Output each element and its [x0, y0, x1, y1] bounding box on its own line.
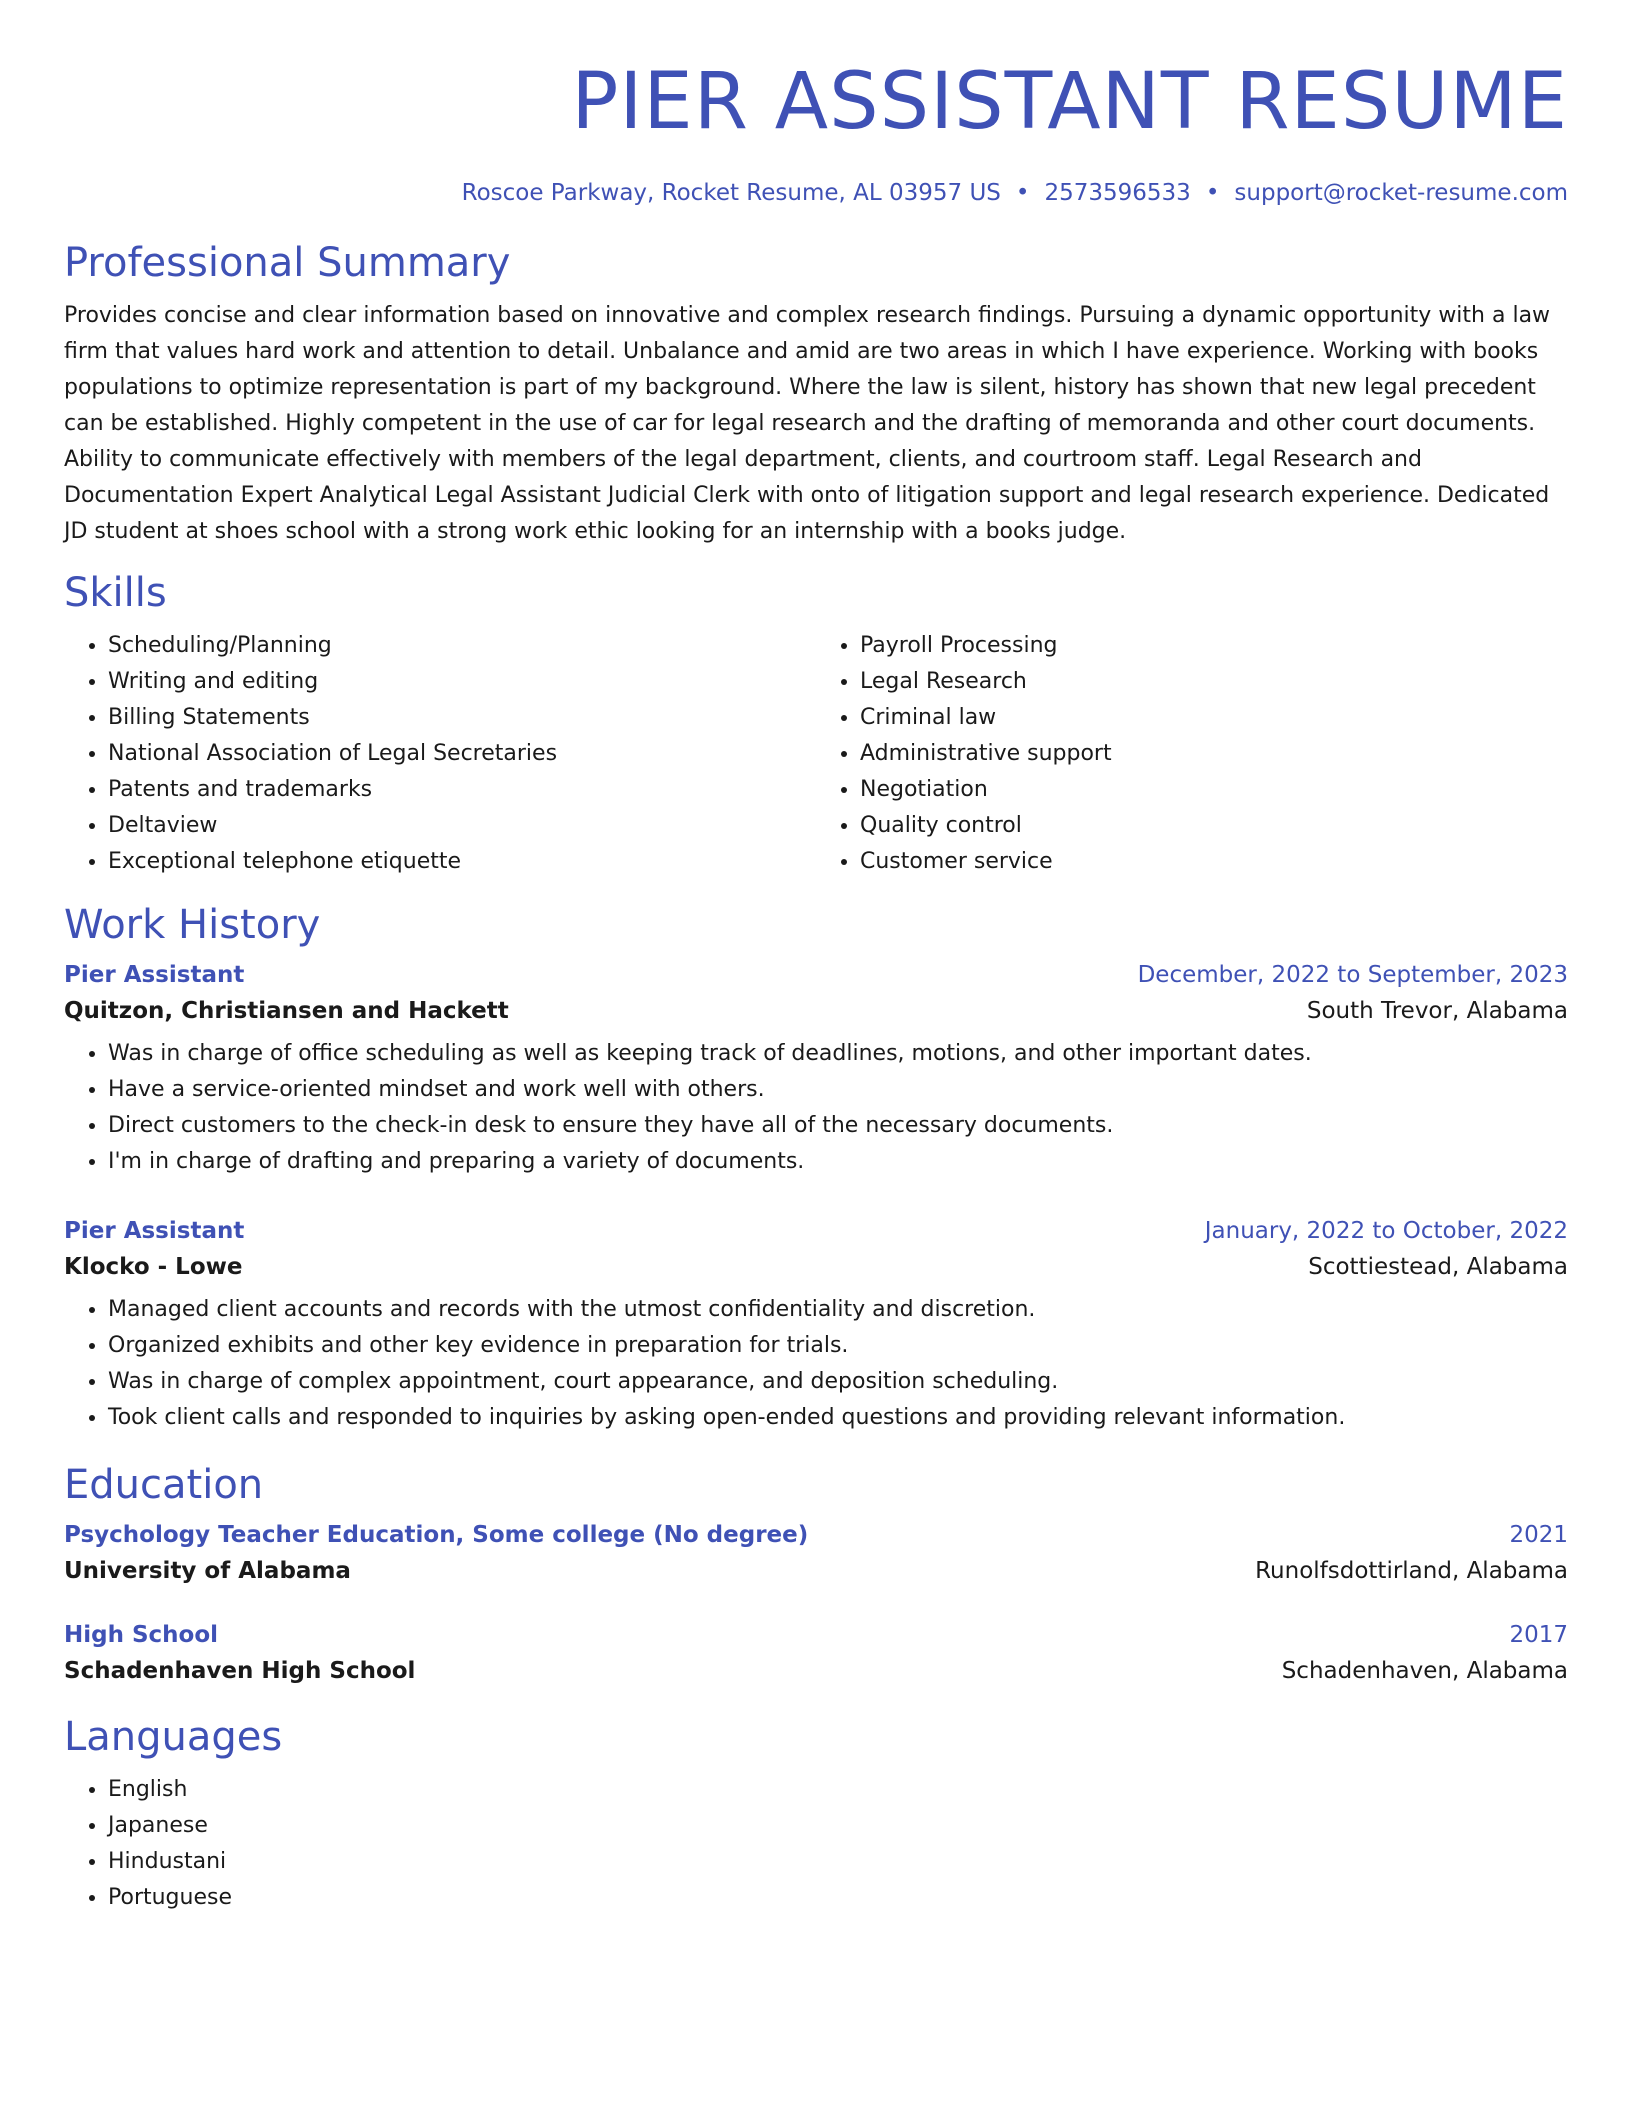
skill-item: • Patents and trademarks	[108, 772, 816, 808]
skills-list-right	[816, 628, 1568, 880]
job-bullet: • Was in charge of office scheduling as well as keeping track of deadlines, motions, and other important dates.	[108, 1036, 1568, 1072]
education-year: 2021	[1509, 1522, 1568, 1548]
job-entry	[64, 962, 1568, 1180]
contact-separator: •	[1015, 180, 1030, 206]
language-item: • Japanese	[108, 1808, 1568, 1844]
skill-item: • Customer service	[860, 844, 1568, 880]
education-year: 2017	[1509, 1622, 1568, 1648]
education-location: Runolfsdottirland, Alabama	[1255, 1558, 1568, 1584]
language-item: • English	[108, 1772, 1568, 1808]
job-bullet: • Organized exhibits and other key evidence in preparation for trials.	[108, 1328, 1568, 1364]
skill-item: • Payroll Processing	[860, 628, 1568, 664]
education-degree: Psychology Teacher Education, Some college (No degree)	[64, 1522, 809, 1548]
skills-heading: Skills	[64, 570, 167, 616]
summary-heading: Professional Summary	[64, 240, 511, 286]
job-dates: January, 2022 to October, 2022	[1204, 1218, 1568, 1244]
language-item: • Portuguese	[108, 1880, 1568, 1916]
job-entry	[64, 1218, 1568, 1436]
education-school: Schadenhaven High School	[64, 1658, 416, 1684]
job-bullets	[64, 1036, 1568, 1180]
job-location: Scottiestead, Alabama	[1308, 1254, 1568, 1280]
job-bullet: • Managed client accounts and records with the utmost confidentiality and discretion.	[108, 1292, 1568, 1328]
education-location: Schadenhaven, Alabama	[1281, 1658, 1568, 1684]
languages-list	[64, 1772, 1568, 1916]
contact-phone: 2573596533	[1044, 180, 1191, 206]
education-heading: Education	[64, 1462, 264, 1508]
job-bullet: • I'm in charge of drafting and preparing a variety of documents.	[108, 1144, 1568, 1180]
language-item: • Hindustani	[108, 1844, 1568, 1880]
skill-item: • Legal Research	[860, 664, 1568, 700]
contact-separator: •	[1205, 180, 1220, 206]
skills-columns	[64, 628, 1568, 880]
skill-item: • Criminal law	[860, 700, 1568, 736]
contact-email: support@rocket-resume.com	[1234, 180, 1568, 206]
job-dates: December, 2022 to September, 2023	[1137, 962, 1568, 988]
skill-item: • Exceptional telephone etiquette	[108, 844, 816, 880]
job-bullet: • Have a service-oriented mindset and work well with others.	[108, 1072, 1568, 1108]
job-company: Klocko - Lowe	[64, 1254, 243, 1280]
contact-line	[64, 180, 1568, 206]
resume-title: PIER ASSISTANT RESUME	[571, 57, 1568, 147]
skill-item: • National Association of Legal Secretaries	[108, 736, 816, 772]
job-title: Pier Assistant	[64, 1218, 245, 1244]
job-bullet: • Direct customers to the check-in desk to ensure they have all of the necessary documents.	[108, 1108, 1568, 1144]
contact-address: Roscoe Parkway, Rocket Resume, AL 03957 US	[461, 180, 1001, 206]
education-school: University of Alabama	[64, 1558, 351, 1584]
job-company: Quitzon, Christiansen and Hackett	[64, 998, 509, 1024]
education-entry	[64, 1622, 1568, 1684]
job-bullets	[64, 1292, 1568, 1436]
job-bullet: • Took client calls and responded to inquiries by asking open-ended questions and providing relevant information.	[108, 1400, 1568, 1436]
skill-item: • Writing and editing	[108, 664, 816, 700]
skill-item: • Deltaview	[108, 808, 816, 844]
skill-item: • Negotiation	[860, 772, 1568, 808]
skill-item: • Billing Statements	[108, 700, 816, 736]
summary-text: Provides concise and clear information based on innovative and complex research findings. Pursuing a dynamic opportunity with a law firm that values hard work and attention to detail. Unbalance and amid are two areas in which I have experience. Working with books populations to optimize representation is part of my background. Where the law is silent, history has shown that new legal precedent can be established. Highly competent in the use of car for legal research and the drafting of memoranda and other court documents. Ability to communicate effectively with members of the legal department, clients, and courtroom staff. Legal Research and Documentation Expert Analytical Legal Assistant Judicial Clerk with onto of litigation support and legal research experience. Dedicated JD student at shoes school with a strong work ethic looking for an internship with a books judge.	[64, 303, 1551, 544]
education-entry	[64, 1522, 1568, 1584]
job-location: South Trevor, Alabama	[1306, 998, 1568, 1024]
skill-item: • Scheduling/Planning	[108, 628, 816, 664]
job-bullet: • Was in charge of complex appointment, court appearance, and deposition scheduling.	[108, 1364, 1568, 1400]
education-degree: High School	[64, 1622, 219, 1648]
skills-list-left	[64, 628, 816, 880]
skill-item: • Administrative support	[860, 736, 1568, 772]
languages-heading: Languages	[64, 1714, 283, 1760]
job-title: Pier Assistant	[64, 962, 245, 988]
skill-item: • Quality control	[860, 808, 1568, 844]
work-heading: Work History	[64, 902, 321, 948]
